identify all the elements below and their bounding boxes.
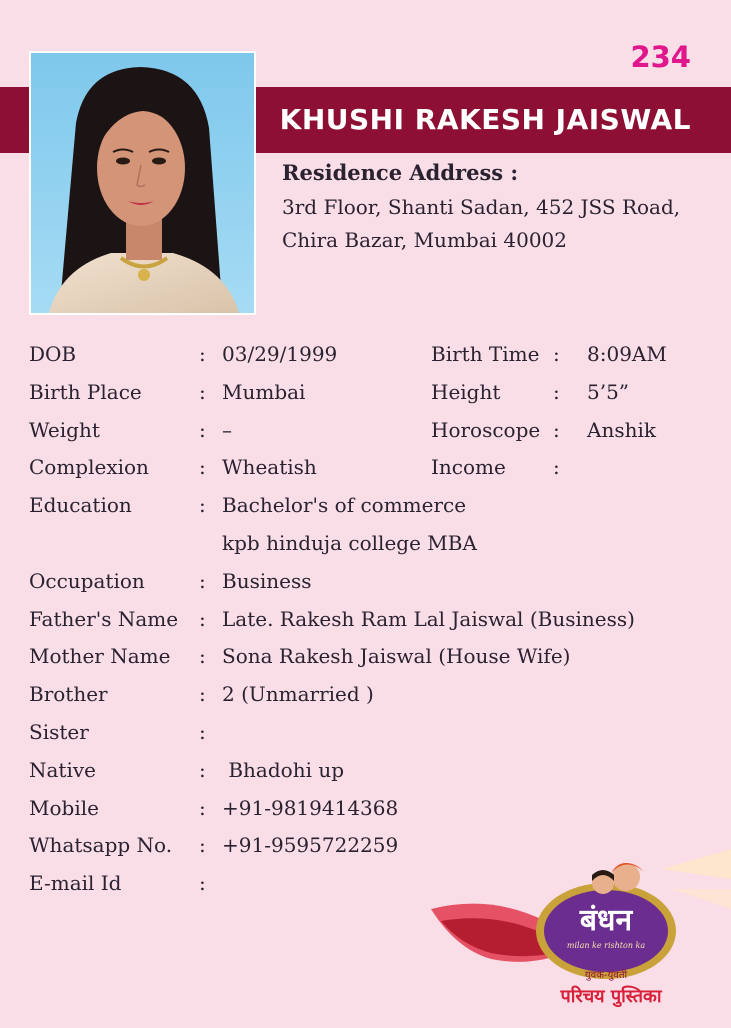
height-label: Height bbox=[431, 379, 501, 404]
mother-label: Mother Name bbox=[29, 644, 171, 669]
weight-value: – bbox=[222, 417, 232, 442]
logo-tagline: milan ke rishton ka bbox=[566, 941, 646, 950]
address-line-2: Chira Bazar, Mumbai 40002 bbox=[282, 228, 568, 252]
page-number: 234 bbox=[630, 40, 691, 74]
colon: : bbox=[199, 644, 206, 669]
whatsapp-label: Whatsapp No. bbox=[29, 833, 173, 858]
complexion-value: Wheatish bbox=[222, 455, 317, 480]
complexion-label: Complexion bbox=[29, 455, 149, 480]
row-education bbox=[0, 487, 731, 525]
birth-time-value: 8:09AM bbox=[587, 342, 667, 366]
brother-value: 2 (Unmarried ) bbox=[222, 682, 374, 707]
mother-value: Sona Rakesh Jaiswal (House Wife) bbox=[222, 644, 571, 669]
mobile-label: Mobile bbox=[29, 795, 99, 820]
colon: : bbox=[199, 719, 206, 744]
colon: : bbox=[199, 455, 206, 480]
row-mother bbox=[0, 638, 731, 676]
residence-address bbox=[282, 160, 712, 257]
colon: : bbox=[199, 871, 206, 896]
whatsapp-value: +91-9595722259 bbox=[222, 833, 399, 858]
colon: : bbox=[199, 379, 206, 404]
education-value-1: Bachelor's of commerce bbox=[222, 493, 467, 518]
colon: : bbox=[199, 833, 206, 858]
row-weight bbox=[0, 412, 731, 450]
birth-time-label: Birth Time bbox=[431, 342, 540, 366]
height-value: 5’5” bbox=[587, 379, 630, 404]
bandhan-logo bbox=[431, 849, 731, 1024]
logo-sub: युवक-युवती bbox=[584, 970, 628, 981]
colon: : bbox=[199, 342, 206, 366]
row-mobile bbox=[0, 790, 731, 828]
row-brother bbox=[0, 676, 731, 714]
colon: : bbox=[199, 795, 206, 820]
native-label: Native bbox=[29, 757, 96, 782]
father-value: Late. Rakesh Ram Lal Jaiswal (Business) bbox=[222, 606, 635, 631]
father-label: Father's Name bbox=[29, 606, 179, 631]
row-education-cont bbox=[0, 525, 731, 563]
brother-label: Brother bbox=[29, 682, 108, 707]
row-dob bbox=[0, 336, 731, 374]
colon: : bbox=[199, 417, 206, 442]
mobile-value: +91-9819414368 bbox=[222, 795, 399, 820]
colon: : bbox=[199, 568, 206, 593]
horoscope-value: Anshik bbox=[587, 417, 656, 442]
profile-photo bbox=[29, 51, 256, 315]
row-complexion bbox=[0, 449, 731, 487]
row-occupation bbox=[0, 563, 731, 601]
address-title: Residence Address : bbox=[282, 160, 519, 185]
candidate-name: KHUSHI RAKESH JAISWAL bbox=[279, 103, 691, 136]
colon: : bbox=[199, 606, 206, 631]
logo-booklet: परिचय पुस्तिका bbox=[560, 986, 662, 1007]
education-label: Education bbox=[29, 493, 132, 518]
weight-label: Weight bbox=[29, 417, 100, 442]
row-native bbox=[0, 752, 731, 790]
birth-place-label: Birth Place bbox=[29, 379, 142, 404]
details-table bbox=[0, 336, 731, 903]
colon: : bbox=[199, 757, 206, 782]
birth-place-value: Mumbai bbox=[222, 379, 306, 404]
logo-title: बंधन bbox=[579, 903, 633, 938]
row-father bbox=[0, 601, 731, 639]
occupation-label: Occupation bbox=[29, 568, 145, 593]
dob-label: DOB bbox=[29, 342, 77, 366]
education-value-2: kpb hinduja college MBA bbox=[222, 530, 477, 555]
colon: : bbox=[553, 455, 560, 480]
horoscope-label: Horoscope bbox=[431, 417, 541, 442]
colon: : bbox=[553, 342, 560, 366]
row-sister bbox=[0, 714, 731, 752]
address-line-1: 3rd Floor, Shanti Sadan, 452 JSS Road, bbox=[282, 195, 681, 219]
income-label: Income bbox=[431, 455, 506, 480]
colon: : bbox=[553, 379, 560, 404]
row-birth-place bbox=[0, 374, 731, 412]
sister-label: Sister bbox=[29, 719, 89, 744]
dob-value: 03/29/1999 bbox=[222, 342, 338, 366]
colon: : bbox=[199, 493, 206, 518]
colon: : bbox=[199, 682, 206, 707]
email-label: E-mail Id bbox=[29, 871, 122, 896]
native-value: Bhadohi up bbox=[222, 757, 345, 782]
occupation-value: Business bbox=[222, 568, 312, 593]
colon: : bbox=[553, 417, 560, 442]
